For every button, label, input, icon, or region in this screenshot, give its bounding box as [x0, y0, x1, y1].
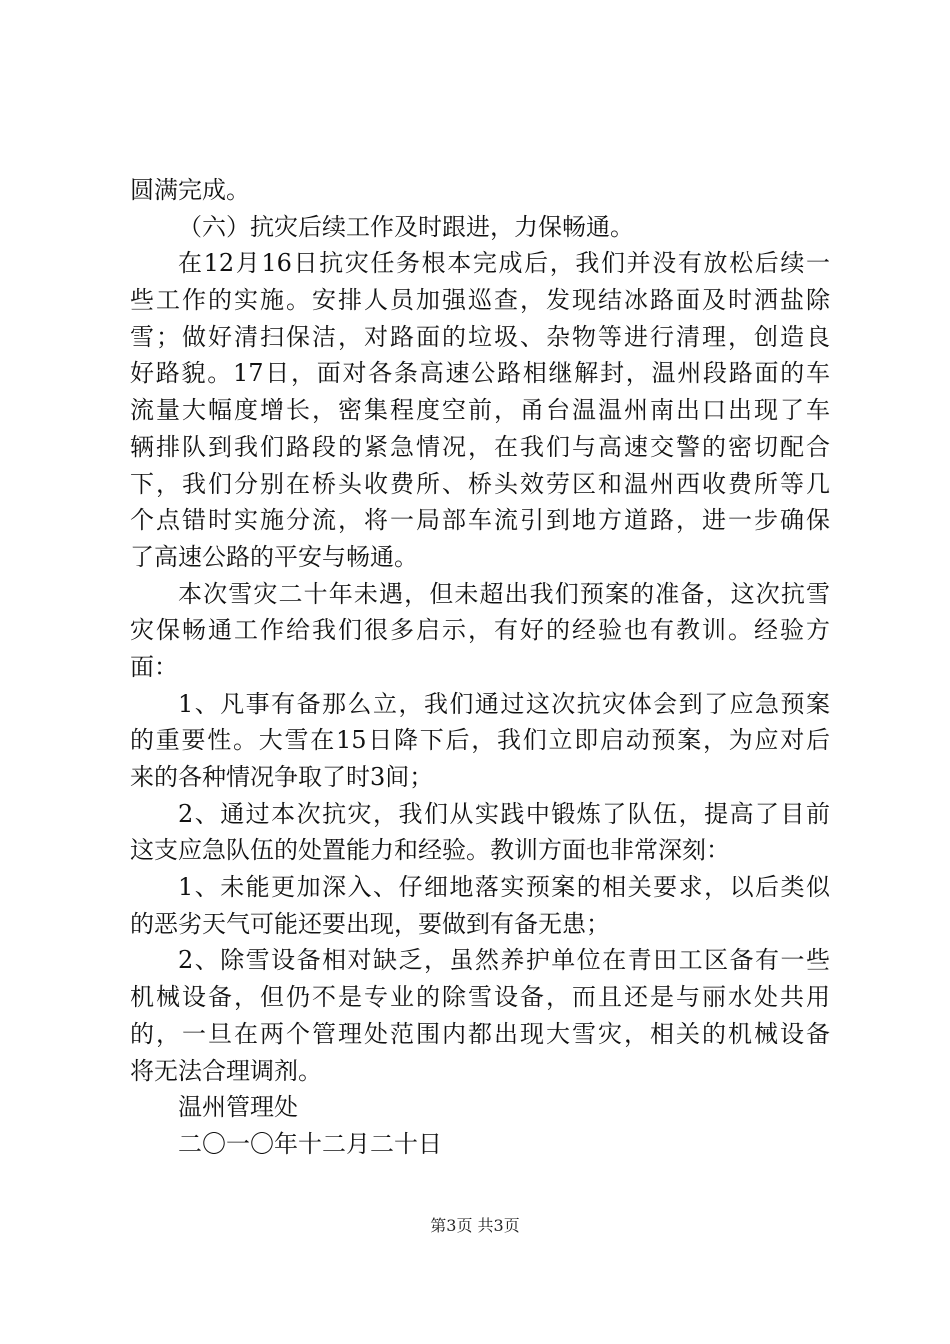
text-line: 雪；做好清扫保洁，对路面的垃圾、杂物等进行清理，创造良: [130, 322, 830, 351]
text-line: 在12月16日抗灾任务根本完成后，我们并没有放松后续一: [178, 249, 830, 278]
list-item: 1、未能更加深入、仔细地落实预案的相关要求，以后类似: [178, 873, 830, 902]
text-line: 了高速公路的平安与畅通。: [130, 542, 418, 571]
text-line: 的，一旦在两个管理处范围内都出现大雪灾，相关的机械设备: [130, 1019, 830, 1048]
list-item: 1、凡事有备那么立，我们通过这次抗灾体会到了应急预案: [178, 689, 830, 718]
signature-date: 二〇一〇年十二月二十日: [178, 1129, 442, 1158]
document-body: [130, 172, 830, 1163]
text-line: 面：: [130, 652, 178, 681]
text-line: 来的各种情况争取了时3间；: [130, 763, 434, 791]
page-number-footer: 第3页 共3页: [430, 1216, 520, 1235]
text-line: 将无法合理调剂。: [130, 1056, 322, 1085]
text-line: 些工作的实施。安排人员加强巡查，发现结冰路面及时洒盐除: [130, 286, 830, 315]
text-line: 流量大幅度增长，密集程度空前，甬台温温州南出口出现了车: [130, 396, 830, 425]
text-line: 的恶劣天气可能还要出现，要做到有备无患；: [130, 909, 610, 938]
text-line: 这支应急队伍的处置能力和经验。教训方面也非常深刻：: [130, 836, 730, 865]
section-heading: （六）抗灾后续工作及时跟进，力保畅通。: [178, 212, 634, 241]
list-item: 2、通过本次抗灾，我们从实践中锻炼了队伍，提高了目前: [178, 799, 830, 828]
text-line: 本次雪灾二十年未遇，但未超出我们预案的准备，这次抗雪: [178, 579, 830, 608]
text-line: 辆排队到我们路段的紧急情况，在我们与高速交警的密切配合: [130, 432, 830, 461]
text-line: 圆满完成。: [130, 176, 250, 204]
text-line: 好路貌。17日，面对各条高速公路相继解封，温州段路面的车: [130, 359, 830, 388]
signature-organization: 温州管理处: [178, 1093, 298, 1122]
text-line: 的重要性。大雪在15日降下后，我们立即启动预案，为应对后: [130, 726, 830, 755]
list-item: 2、除雪设备相对缺乏，虽然养护单位在青田工区备有一些: [178, 946, 830, 975]
text-line: 下，我们分别在桥头收费所、桥头效劳区和温州西收费所等几: [130, 469, 830, 498]
text-line: 灾保畅通工作给我们很多启示，有好的经验也有教训。经验方: [130, 616, 830, 645]
text-line: 机械设备，但仍不是专业的除雪设备，而且还是与丽水处共用: [130, 983, 830, 1012]
text-line: 个点错时实施分流，将一局部车流引到地方道路，进一步确保: [130, 506, 830, 535]
